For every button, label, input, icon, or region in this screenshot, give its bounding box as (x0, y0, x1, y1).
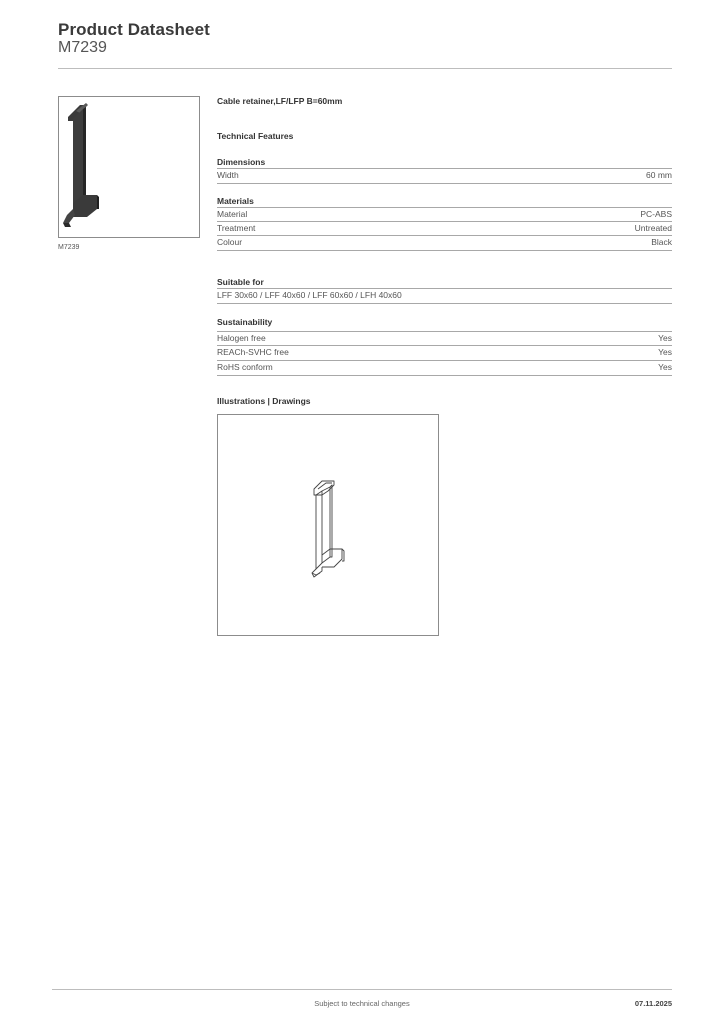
spec-label: Halogen free (217, 333, 266, 343)
spec-label: RoHS conform (217, 362, 273, 372)
illustrations-heading: Illustrations | Drawings (217, 396, 311, 406)
product-name: Cable retainer,LF/LFP B=60mm (217, 96, 343, 106)
row-rule (217, 375, 672, 376)
sustainability-heading: Sustainability (217, 317, 273, 327)
technical-features-heading: Technical Features (217, 131, 294, 141)
page-title: Product Datasheet (58, 20, 210, 39)
spec-row-rohs (217, 361, 672, 375)
technical-drawing (217, 414, 439, 636)
spec-value: Yes (658, 362, 672, 372)
spec-row-treatment (217, 222, 672, 236)
footer-divider (52, 989, 672, 990)
footer-date: 07.11.2025 (634, 999, 672, 1008)
product-image (58, 96, 200, 238)
spec-row-width (217, 169, 672, 183)
spec-value: PC-ABS (640, 209, 672, 219)
row-rule (217, 303, 672, 304)
spec-row-colour (217, 236, 672, 250)
spec-row-halogen-free (217, 332, 672, 346)
spec-label: Treatment (217, 223, 256, 233)
spec-value: 60 mm (646, 170, 672, 180)
cable-retainer-line-drawing-icon (218, 415, 440, 637)
spec-value: Yes (658, 333, 672, 343)
suitable-for-text: LFF 30x60 / LFF 40x60 / LFF 60x60 / LFH 40x60 (217, 290, 402, 300)
row-rule (217, 250, 672, 251)
suitable-for-heading: Suitable for (217, 277, 264, 287)
spec-row-reach (217, 346, 672, 360)
dimensions-heading: Dimensions (217, 157, 266, 167)
suitable-for-row (217, 289, 672, 303)
spec-label: Material (217, 209, 248, 219)
spec-row-material (217, 208, 672, 222)
spec-value: Black (651, 237, 672, 247)
header-divider (58, 68, 672, 69)
spec-value: Yes (658, 347, 672, 357)
spec-label: Colour (217, 237, 243, 247)
cable-retainer-photo-icon (59, 97, 201, 239)
section-rule (217, 183, 672, 184)
materials-heading: Materials (217, 196, 254, 206)
footer-note: Subject to technical changes (314, 999, 410, 1008)
product-image-caption: M7239 (58, 244, 80, 251)
spec-value: Untreated (634, 223, 672, 233)
spec-label: REACh-SVHC free (217, 347, 289, 357)
page-subtitle: M7239 (58, 39, 107, 56)
spec-label: Width (217, 170, 239, 180)
